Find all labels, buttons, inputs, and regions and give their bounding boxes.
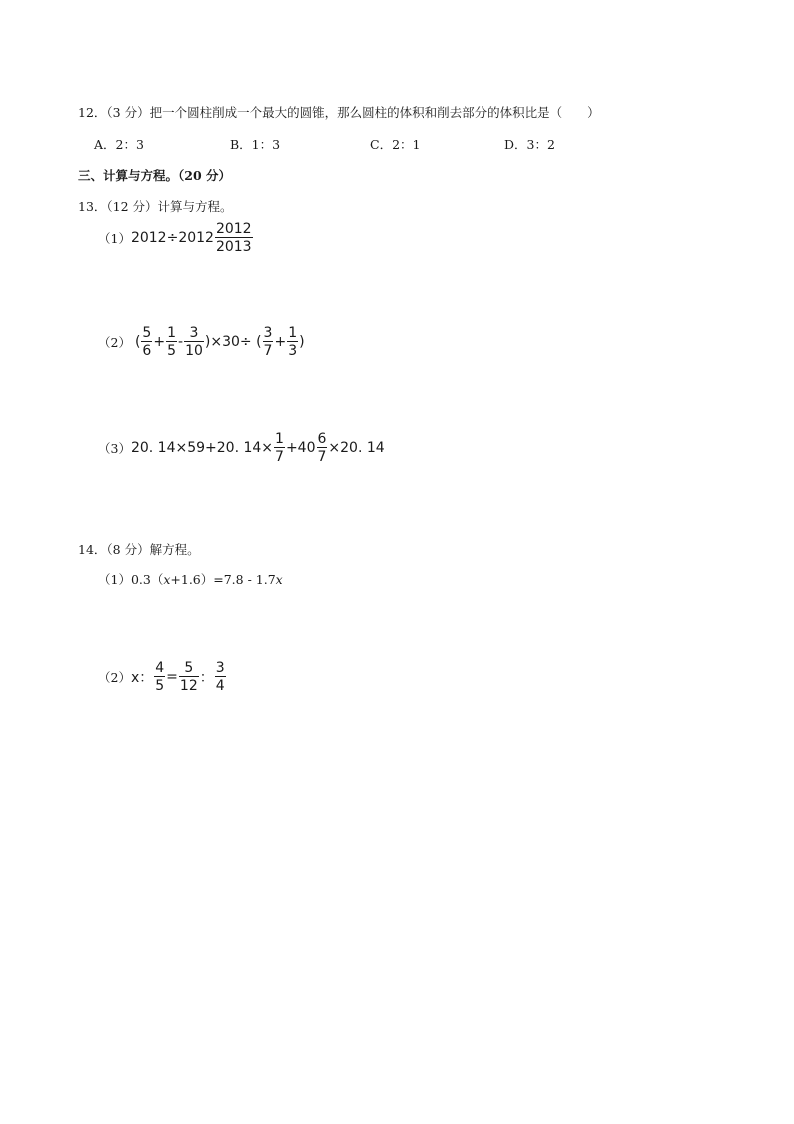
variable-x: x (275, 571, 283, 587)
q13-2-label: （2） (98, 335, 131, 350)
expression-part: 20. 14×59+20. 14× (130, 440, 274, 456)
q13-part-1 (98, 222, 254, 254)
q13-1-fraction (215, 222, 253, 254)
equation-part: 0.3（ (130, 572, 164, 587)
option-c: C．2：1 (370, 137, 421, 152)
fraction-numerator: 1 (288, 325, 298, 341)
fraction-denominator: 7 (263, 343, 273, 359)
operator: + (274, 334, 287, 350)
ratio-colon: ： (199, 670, 214, 686)
option-a: A．2：3 (94, 137, 144, 152)
q13-1-label: （1） (98, 231, 131, 246)
q14-2-label: （2） (98, 670, 131, 685)
fraction-numerator: 4 (155, 660, 165, 676)
fraction-denominator: 2013 (215, 239, 252, 255)
q14-1-label: （1） (98, 572, 131, 587)
fraction-denominator: 7 (275, 449, 284, 465)
fraction-numerator: 3 (184, 326, 204, 342)
fraction (287, 326, 298, 358)
variable-x: x (163, 571, 171, 587)
equals-sign: = (166, 669, 178, 685)
fraction-numerator: 3 (215, 660, 225, 676)
fraction-numerator: 5 (179, 661, 199, 677)
fraction-numerator: 2012 (215, 221, 252, 237)
fraction (154, 661, 165, 693)
q13-3-label: （3） (98, 441, 131, 456)
fraction (184, 326, 204, 358)
q14-part-2 (98, 661, 227, 693)
q13-part-3 (98, 432, 385, 464)
close-paren: ) (299, 334, 305, 350)
fraction-denominator: 3 (288, 343, 298, 359)
fraction-denominator: 12 (179, 678, 198, 694)
equation-part: +1.6）=7.8 - 1.7 (170, 572, 276, 587)
open-paren: ( (134, 334, 141, 350)
question-14-stem: 14．（8 分）解方程。 (78, 542, 200, 557)
option-b: B．1：3 (230, 137, 281, 152)
expression-middle: )×30÷ ( (204, 334, 262, 350)
fraction (179, 661, 199, 693)
question-12-stem: 12．（3 分）把一个圆柱削成一个最大的圆锥，那么圆柱的体积和削去部分的体积比是（ ） (78, 105, 600, 120)
section-3-title: 三、计算与方程。（20 分） (78, 168, 231, 183)
equation-part: x： (130, 670, 154, 686)
fraction (141, 326, 152, 358)
fraction-denominator: 6 (142, 343, 152, 359)
expression-part: ×20. 14 (328, 440, 385, 456)
q14-part-1 (98, 570, 283, 588)
fraction (166, 326, 177, 358)
q13-part-2 (98, 326, 305, 358)
fraction-denominator: 5 (155, 678, 165, 694)
fraction-numerator: 3 (263, 325, 273, 341)
fraction (263, 326, 274, 358)
fraction-numerator: 5 (142, 325, 152, 341)
question-13-stem: 13．（12 分）计算与方程。 (78, 199, 233, 214)
fraction-denominator: 4 (215, 678, 225, 694)
fraction-denominator: 10 (185, 343, 203, 359)
fraction-numerator: 1 (275, 431, 284, 447)
operator: + (153, 334, 166, 350)
q13-1-expr: 2012÷2012 (130, 230, 214, 246)
fraction (317, 432, 328, 464)
option-d: D．3：2 (504, 137, 555, 152)
fraction (274, 432, 285, 464)
expression-part: +40 (285, 440, 316, 456)
fraction-denominator: 7 (317, 449, 327, 465)
fraction-denominator: 5 (167, 343, 176, 359)
fraction-numerator: 1 (167, 325, 176, 341)
operator: - (178, 334, 184, 350)
fraction-numerator: 6 (317, 431, 327, 447)
fraction (215, 661, 226, 693)
